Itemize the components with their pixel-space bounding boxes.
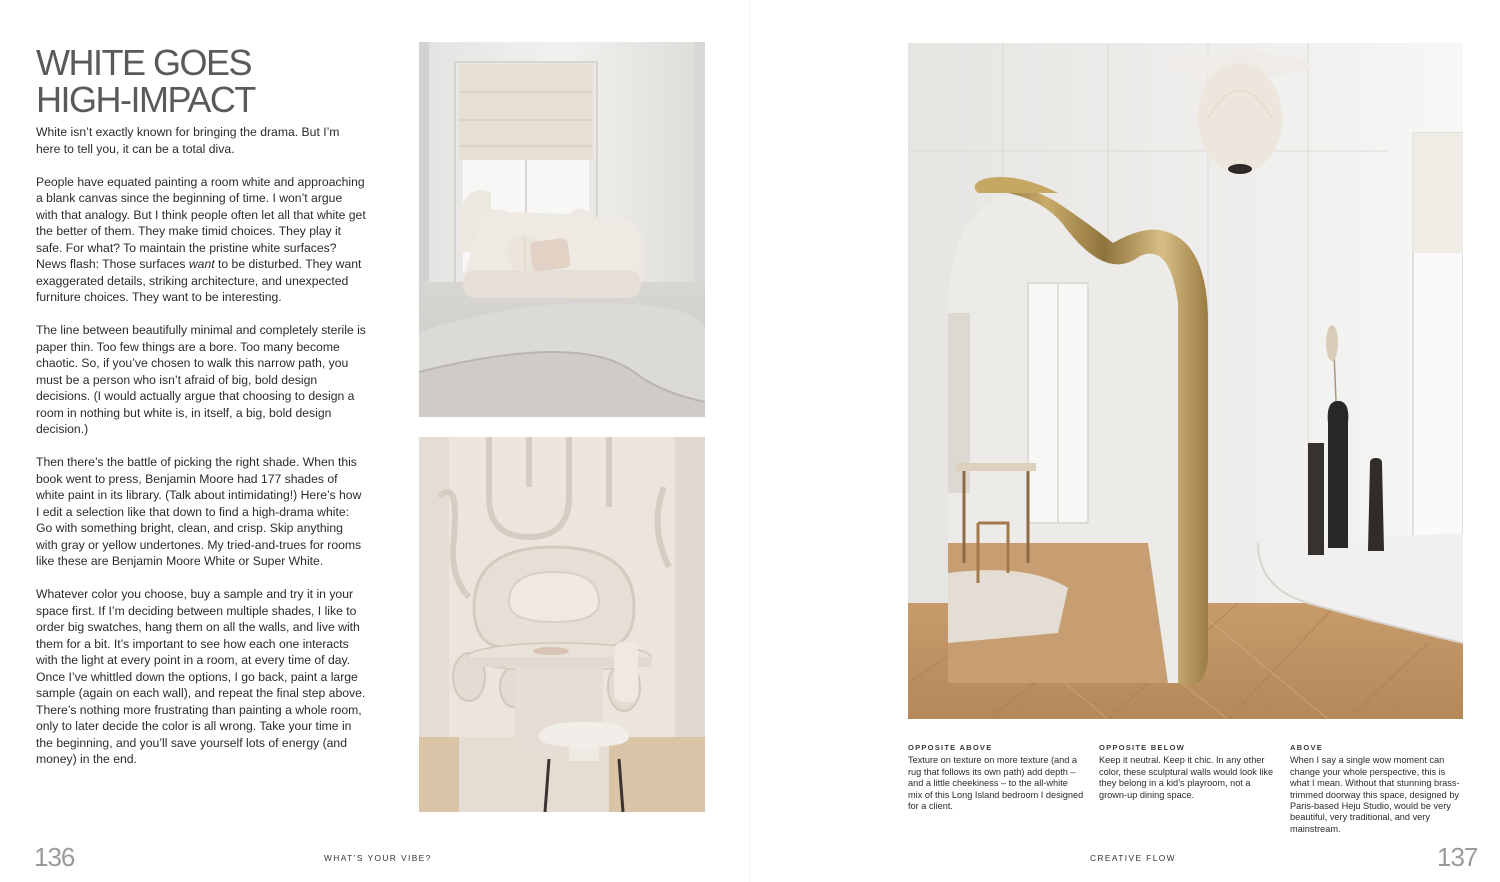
paragraph-2-part-b: to be disturbed. They want exaggerated details, striking architecture, and unexpected furniture choices. They want to be interesting. [36,257,362,304]
page-title [36,44,396,118]
caption-heading: OPPOSITE ABOVE [908,743,993,752]
paragraph-2-emphasis: want [188,257,215,271]
caption-text: Texture on texture on more texture (and a rug that follows its own path) add depth – and a little cheekiness – to the all-white mix of this Long Island bedroom I designed for a client. [908,755,1084,812]
paragraph-5: Whatever color you choose, buy a sample and try it in your space first. If I’m deciding between multiple shades, I like to order big swatches, hang them on all the walls, and live with them for a bit. It’s important to see how each one interacts with the light at every point in a room, at every time of day. Once I’ve whittled down the options, I go back, paint a large sample (again on each wall), and repeat the final step above. There’s nothing more frustrating than painting a whole room, only to later decide the color is all wrong. Take your time in the beginning, and you’ll save yourself lots of energy (and money) in the end. [36,587,366,766]
caption-text: When I say a single wow moment can change your whole perspective, this is what I mean. Without that stunning brass-trimmed doorway this space, designed by Paris-based Heju Studio, would be very beautiful, very traditional, and very mainstream. [1290,755,1460,834]
caption-opposite-below [1099,742,1275,801]
title-line-1: WHITE GOES [36,42,252,83]
paragraph-4: Then there’s the battle of picking the right shade. When this book went to press, Benjamin Moore had 177 shades of white paint in its library. (Talk about intimidating!) Here’s how I edit a selection like that down to find a high-drama white: Go with something bright, clean, and crisp. Skip anything with gray or yellow undertones. My tried-and-trues for rooms like these are Benjamin Moore White or Super White. [36,455,362,568]
body-text [36,124,366,784]
page-number-left: 136 [34,842,75,872]
paragraph-2-part-a: People have equated painting a room white and approaching a blank canvas since the beginning of time. I won’t argue with that analogy. But I think people often let all that white get the better of them. They make timid choices. They play it safe. For what? To maintain the pristine white surfaces? News flash: Those surfaces [36,174,366,271]
caption-text: Keep it neutral. Keep it chic. In any other color, these sculptural walls would look like they belong in a kid’s playroom, not a grown-up dining space. [1099,755,1274,800]
page-gutter [749,0,751,882]
photo-brass-archway [908,43,1463,719]
running-head-left: WHAT’S YOUR VIBE? [324,853,432,863]
caption-above [1290,742,1466,835]
caption-heading: OPPOSITE BELOW [1099,743,1185,752]
photo-sculptural-wall-dining [419,437,705,812]
paragraph-2 [36,174,366,306]
paragraph-1: White isn’t exactly known for bringing the drama. But I’m here to tell you, it can be a total diva. [36,125,340,156]
page-number-right: 137 [1437,842,1478,872]
running-head-right: CREATIVE FLOW [1090,853,1176,863]
photo-white-bedroom-sofa [419,42,705,417]
paragraph-3: The line between beautifully minimal and completely sterile is paper thin. Too few things are a bore. Too many become chaotic. So, if you’ve chosen to walk this narrow path, you must be a person who isn’t afraid of big, bold design decisions. (I would actually argue that choosing to design a room in nothing but white is, in itself, a big, bold design decision.) [36,323,366,436]
caption-heading: ABOVE [1290,743,1324,752]
title-line-2: HIGH-IMPACT [36,79,255,120]
caption-opposite-above [908,742,1084,812]
